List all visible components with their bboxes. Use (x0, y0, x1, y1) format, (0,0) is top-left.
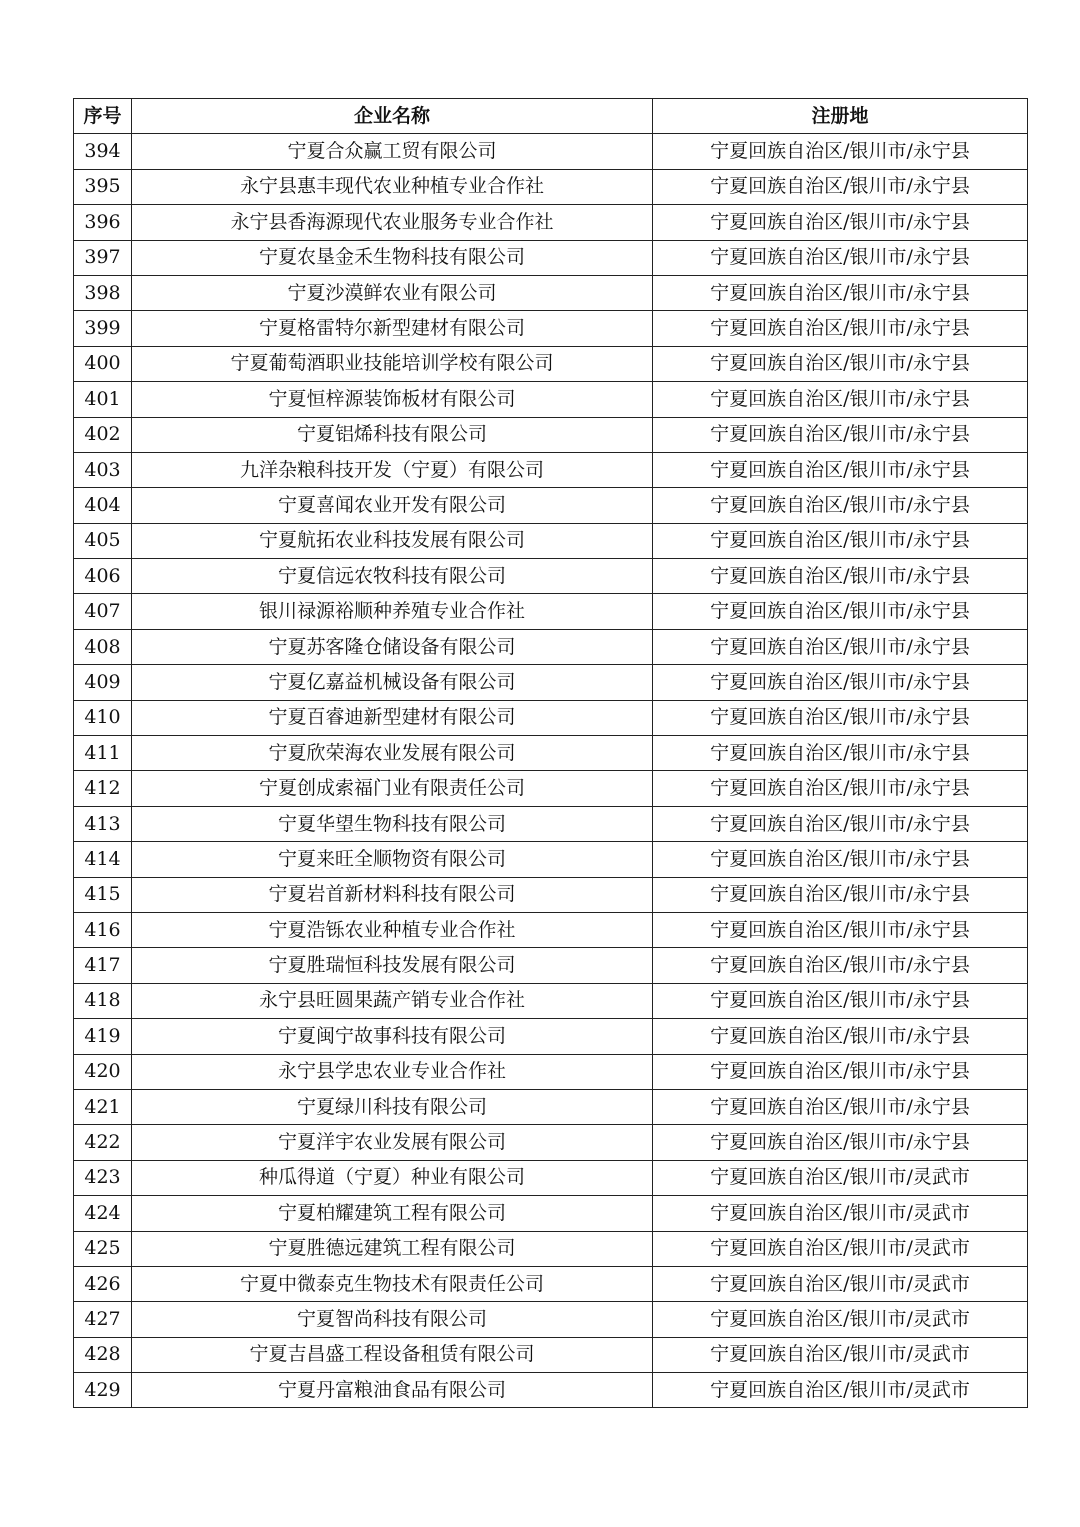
cell-company-name: 宁夏吉昌盛工程设备租赁有限公司 (132, 1337, 653, 1372)
table-row (74, 948, 1028, 983)
cell-company-name: 宁夏欣荣海农业发展有限公司 (132, 736, 653, 771)
header-company-name: 企业名称 (132, 99, 653, 134)
cell-company-name: 宁夏苏客隆仓储设备有限公司 (132, 629, 653, 664)
cell-company-name: 宁夏格雷特尔新型建材有限公司 (132, 311, 653, 346)
cell-company-name: 银川禄源裕顺种养殖专业合作社 (132, 594, 653, 629)
cell-company-name: 种瓜得道（宁夏）种业有限公司 (132, 1160, 653, 1195)
table-row (74, 240, 1028, 275)
cell-serial-number: 401 (74, 382, 132, 417)
cell-company-name: 永宁县学忠农业专业合作社 (132, 1054, 653, 1089)
cell-company-name: 宁夏丹富粮油食品有限公司 (132, 1373, 653, 1408)
table-row (74, 1373, 1028, 1408)
cell-registered-location: 宁夏回族自治区/银川市/永宁县 (653, 877, 1028, 912)
cell-registered-location: 宁夏回族自治区/银川市/永宁县 (653, 594, 1028, 629)
cell-serial-number: 405 (74, 523, 132, 558)
cell-company-name: 宁夏智尚科技有限公司 (132, 1302, 653, 1337)
header-registered-location: 注册地 (653, 99, 1028, 134)
cell-company-name: 宁夏信远农牧科技有限公司 (132, 559, 653, 594)
table-row (74, 700, 1028, 735)
cell-registered-location: 宁夏回族自治区/银川市/永宁县 (653, 417, 1028, 452)
cell-registered-location: 宁夏回族自治区/银川市/永宁县 (653, 983, 1028, 1018)
table-row (74, 488, 1028, 523)
cell-serial-number: 399 (74, 311, 132, 346)
cell-company-name: 宁夏闽宁故事科技有限公司 (132, 1019, 653, 1054)
enterprise-table (73, 98, 1028, 1408)
cell-serial-number: 407 (74, 594, 132, 629)
cell-serial-number: 406 (74, 559, 132, 594)
table-row (74, 1266, 1028, 1301)
cell-registered-location: 宁夏回族自治区/银川市/永宁县 (653, 842, 1028, 877)
cell-serial-number: 411 (74, 736, 132, 771)
cell-serial-number: 404 (74, 488, 132, 523)
cell-serial-number: 419 (74, 1019, 132, 1054)
cell-registered-location: 宁夏回族自治区/银川市/灵武市 (653, 1196, 1028, 1231)
table-row (74, 169, 1028, 204)
cell-registered-location: 宁夏回族自治区/银川市/永宁县 (653, 1019, 1028, 1054)
table-row (74, 771, 1028, 806)
table-row (74, 311, 1028, 346)
cell-registered-location: 宁夏回族自治区/银川市/永宁县 (653, 1125, 1028, 1160)
cell-registered-location: 宁夏回族自治区/银川市/永宁县 (653, 665, 1028, 700)
cell-serial-number: 400 (74, 346, 132, 381)
cell-company-name: 永宁县旺圆果蔬产销专业合作社 (132, 983, 653, 1018)
table-row (74, 1019, 1028, 1054)
cell-registered-location: 宁夏回族自治区/银川市/灵武市 (653, 1231, 1028, 1266)
cell-serial-number: 396 (74, 205, 132, 240)
cell-registered-location: 宁夏回族自治区/银川市/永宁县 (653, 523, 1028, 558)
cell-serial-number: 417 (74, 948, 132, 983)
cell-registered-location: 宁夏回族自治区/银川市/永宁县 (653, 275, 1028, 310)
cell-company-name: 宁夏铝烯科技有限公司 (132, 417, 653, 452)
table-row (74, 1054, 1028, 1089)
cell-registered-location: 宁夏回族自治区/银川市/灵武市 (653, 1302, 1028, 1337)
cell-registered-location: 宁夏回族自治区/银川市/永宁县 (653, 629, 1028, 664)
cell-company-name: 宁夏百睿迪新型建材有限公司 (132, 700, 653, 735)
cell-registered-location: 宁夏回族自治区/银川市/永宁县 (653, 134, 1028, 169)
cell-company-name: 宁夏沙漠鲜农业有限公司 (132, 275, 653, 310)
table-row (74, 382, 1028, 417)
cell-serial-number: 397 (74, 240, 132, 275)
table-row (74, 983, 1028, 1018)
cell-registered-location: 宁夏回族自治区/银川市/灵武市 (653, 1160, 1028, 1195)
table-row (74, 1089, 1028, 1124)
cell-serial-number: 408 (74, 629, 132, 664)
cell-serial-number: 428 (74, 1337, 132, 1372)
table-row (74, 594, 1028, 629)
cell-registered-location: 宁夏回族自治区/银川市/永宁县 (653, 1089, 1028, 1124)
cell-company-name: 宁夏创成索福门业有限责任公司 (132, 771, 653, 806)
cell-registered-location: 宁夏回族自治区/银川市/永宁县 (653, 382, 1028, 417)
table-header-row (74, 99, 1028, 134)
table-body (74, 134, 1028, 1408)
cell-company-name: 永宁县香海源现代农业服务专业合作社 (132, 205, 653, 240)
cell-serial-number: 418 (74, 983, 132, 1018)
cell-serial-number: 421 (74, 1089, 132, 1124)
cell-serial-number: 426 (74, 1266, 132, 1301)
table-row (74, 346, 1028, 381)
cell-registered-location: 宁夏回族自治区/银川市/永宁县 (653, 948, 1028, 983)
table-row (74, 629, 1028, 664)
cell-serial-number: 415 (74, 877, 132, 912)
table-row (74, 523, 1028, 558)
table-row (74, 912, 1028, 947)
cell-company-name: 宁夏华望生物科技有限公司 (132, 806, 653, 841)
table-row (74, 417, 1028, 452)
cell-registered-location: 宁夏回族自治区/银川市/灵武市 (653, 1373, 1028, 1408)
cell-registered-location: 宁夏回族自治区/银川市/永宁县 (653, 240, 1028, 275)
cell-serial-number: 394 (74, 134, 132, 169)
cell-serial-number: 422 (74, 1125, 132, 1160)
table-row (74, 736, 1028, 771)
cell-company-name: 宁夏喜闻农业开发有限公司 (132, 488, 653, 523)
cell-company-name: 宁夏中微泰克生物技术有限责任公司 (132, 1266, 653, 1301)
header-serial-number: 序号 (74, 99, 132, 134)
cell-serial-number: 424 (74, 1196, 132, 1231)
cell-registered-location: 宁夏回族自治区/银川市/灵武市 (653, 1266, 1028, 1301)
table-row (74, 665, 1028, 700)
cell-serial-number: 410 (74, 700, 132, 735)
table-row (74, 1231, 1028, 1266)
cell-registered-location: 宁夏回族自治区/银川市/永宁县 (653, 311, 1028, 346)
table-row (74, 452, 1028, 487)
cell-serial-number: 416 (74, 912, 132, 947)
cell-registered-location: 宁夏回族自治区/银川市/永宁县 (653, 1054, 1028, 1089)
cell-registered-location: 宁夏回族自治区/银川市/永宁县 (653, 700, 1028, 735)
cell-company-name: 宁夏葡萄酒职业技能培训学校有限公司 (132, 346, 653, 381)
table-row (74, 1125, 1028, 1160)
cell-serial-number: 423 (74, 1160, 132, 1195)
cell-serial-number: 420 (74, 1054, 132, 1089)
table-row (74, 134, 1028, 169)
cell-company-name: 宁夏来旺全顺物资有限公司 (132, 842, 653, 877)
cell-company-name: 宁夏洋宇农业发展有限公司 (132, 1125, 653, 1160)
cell-registered-location: 宁夏回族自治区/银川市/永宁县 (653, 806, 1028, 841)
table-row (74, 275, 1028, 310)
cell-serial-number: 413 (74, 806, 132, 841)
cell-company-name: 宁夏亿嘉益机械设备有限公司 (132, 665, 653, 700)
cell-registered-location: 宁夏回族自治区/银川市/永宁县 (653, 736, 1028, 771)
cell-registered-location: 宁夏回族自治区/银川市/永宁县 (653, 346, 1028, 381)
cell-serial-number: 403 (74, 452, 132, 487)
cell-company-name: 宁夏农垦金禾生物科技有限公司 (132, 240, 653, 275)
cell-company-name: 宁夏柏耀建筑工程有限公司 (132, 1196, 653, 1231)
cell-company-name: 宁夏浩铄农业种植专业合作社 (132, 912, 653, 947)
cell-registered-location: 宁夏回族自治区/银川市/永宁县 (653, 771, 1028, 806)
cell-registered-location: 宁夏回族自治区/银川市/灵武市 (653, 1337, 1028, 1372)
cell-registered-location: 宁夏回族自治区/银川市/永宁县 (653, 559, 1028, 594)
cell-serial-number: 398 (74, 275, 132, 310)
cell-company-name: 宁夏胜德远建筑工程有限公司 (132, 1231, 653, 1266)
table-row (74, 559, 1028, 594)
cell-company-name: 宁夏胜瑞恒科技发展有限公司 (132, 948, 653, 983)
cell-registered-location: 宁夏回族自治区/银川市/永宁县 (653, 205, 1028, 240)
cell-company-name: 九洋杂粮科技开发（宁夏）有限公司 (132, 452, 653, 487)
cell-company-name: 宁夏合众赢工贸有限公司 (132, 134, 653, 169)
cell-registered-location: 宁夏回族自治区/银川市/永宁县 (653, 912, 1028, 947)
cell-serial-number: 427 (74, 1302, 132, 1337)
cell-serial-number: 395 (74, 169, 132, 204)
cell-registered-location: 宁夏回族自治区/银川市/永宁县 (653, 488, 1028, 523)
cell-registered-location: 宁夏回族自治区/银川市/永宁县 (653, 169, 1028, 204)
table-row (74, 842, 1028, 877)
cell-company-name: 宁夏航拓农业科技发展有限公司 (132, 523, 653, 558)
cell-serial-number: 412 (74, 771, 132, 806)
cell-serial-number: 425 (74, 1231, 132, 1266)
table-row (74, 1337, 1028, 1372)
table-row (74, 877, 1028, 912)
cell-serial-number: 409 (74, 665, 132, 700)
table-row (74, 1196, 1028, 1231)
cell-registered-location: 宁夏回族自治区/银川市/永宁县 (653, 452, 1028, 487)
table-row (74, 205, 1028, 240)
cell-serial-number: 402 (74, 417, 132, 452)
table-row (74, 1302, 1028, 1337)
table-row (74, 1160, 1028, 1195)
cell-company-name: 永宁县惠丰现代农业种植专业合作社 (132, 169, 653, 204)
cell-company-name: 宁夏绿川科技有限公司 (132, 1089, 653, 1124)
cell-company-name: 宁夏恒梓源装饰板材有限公司 (132, 382, 653, 417)
cell-serial-number: 429 (74, 1373, 132, 1408)
cell-serial-number: 414 (74, 842, 132, 877)
cell-company-name: 宁夏岩首新材料科技有限公司 (132, 877, 653, 912)
table-row (74, 806, 1028, 841)
